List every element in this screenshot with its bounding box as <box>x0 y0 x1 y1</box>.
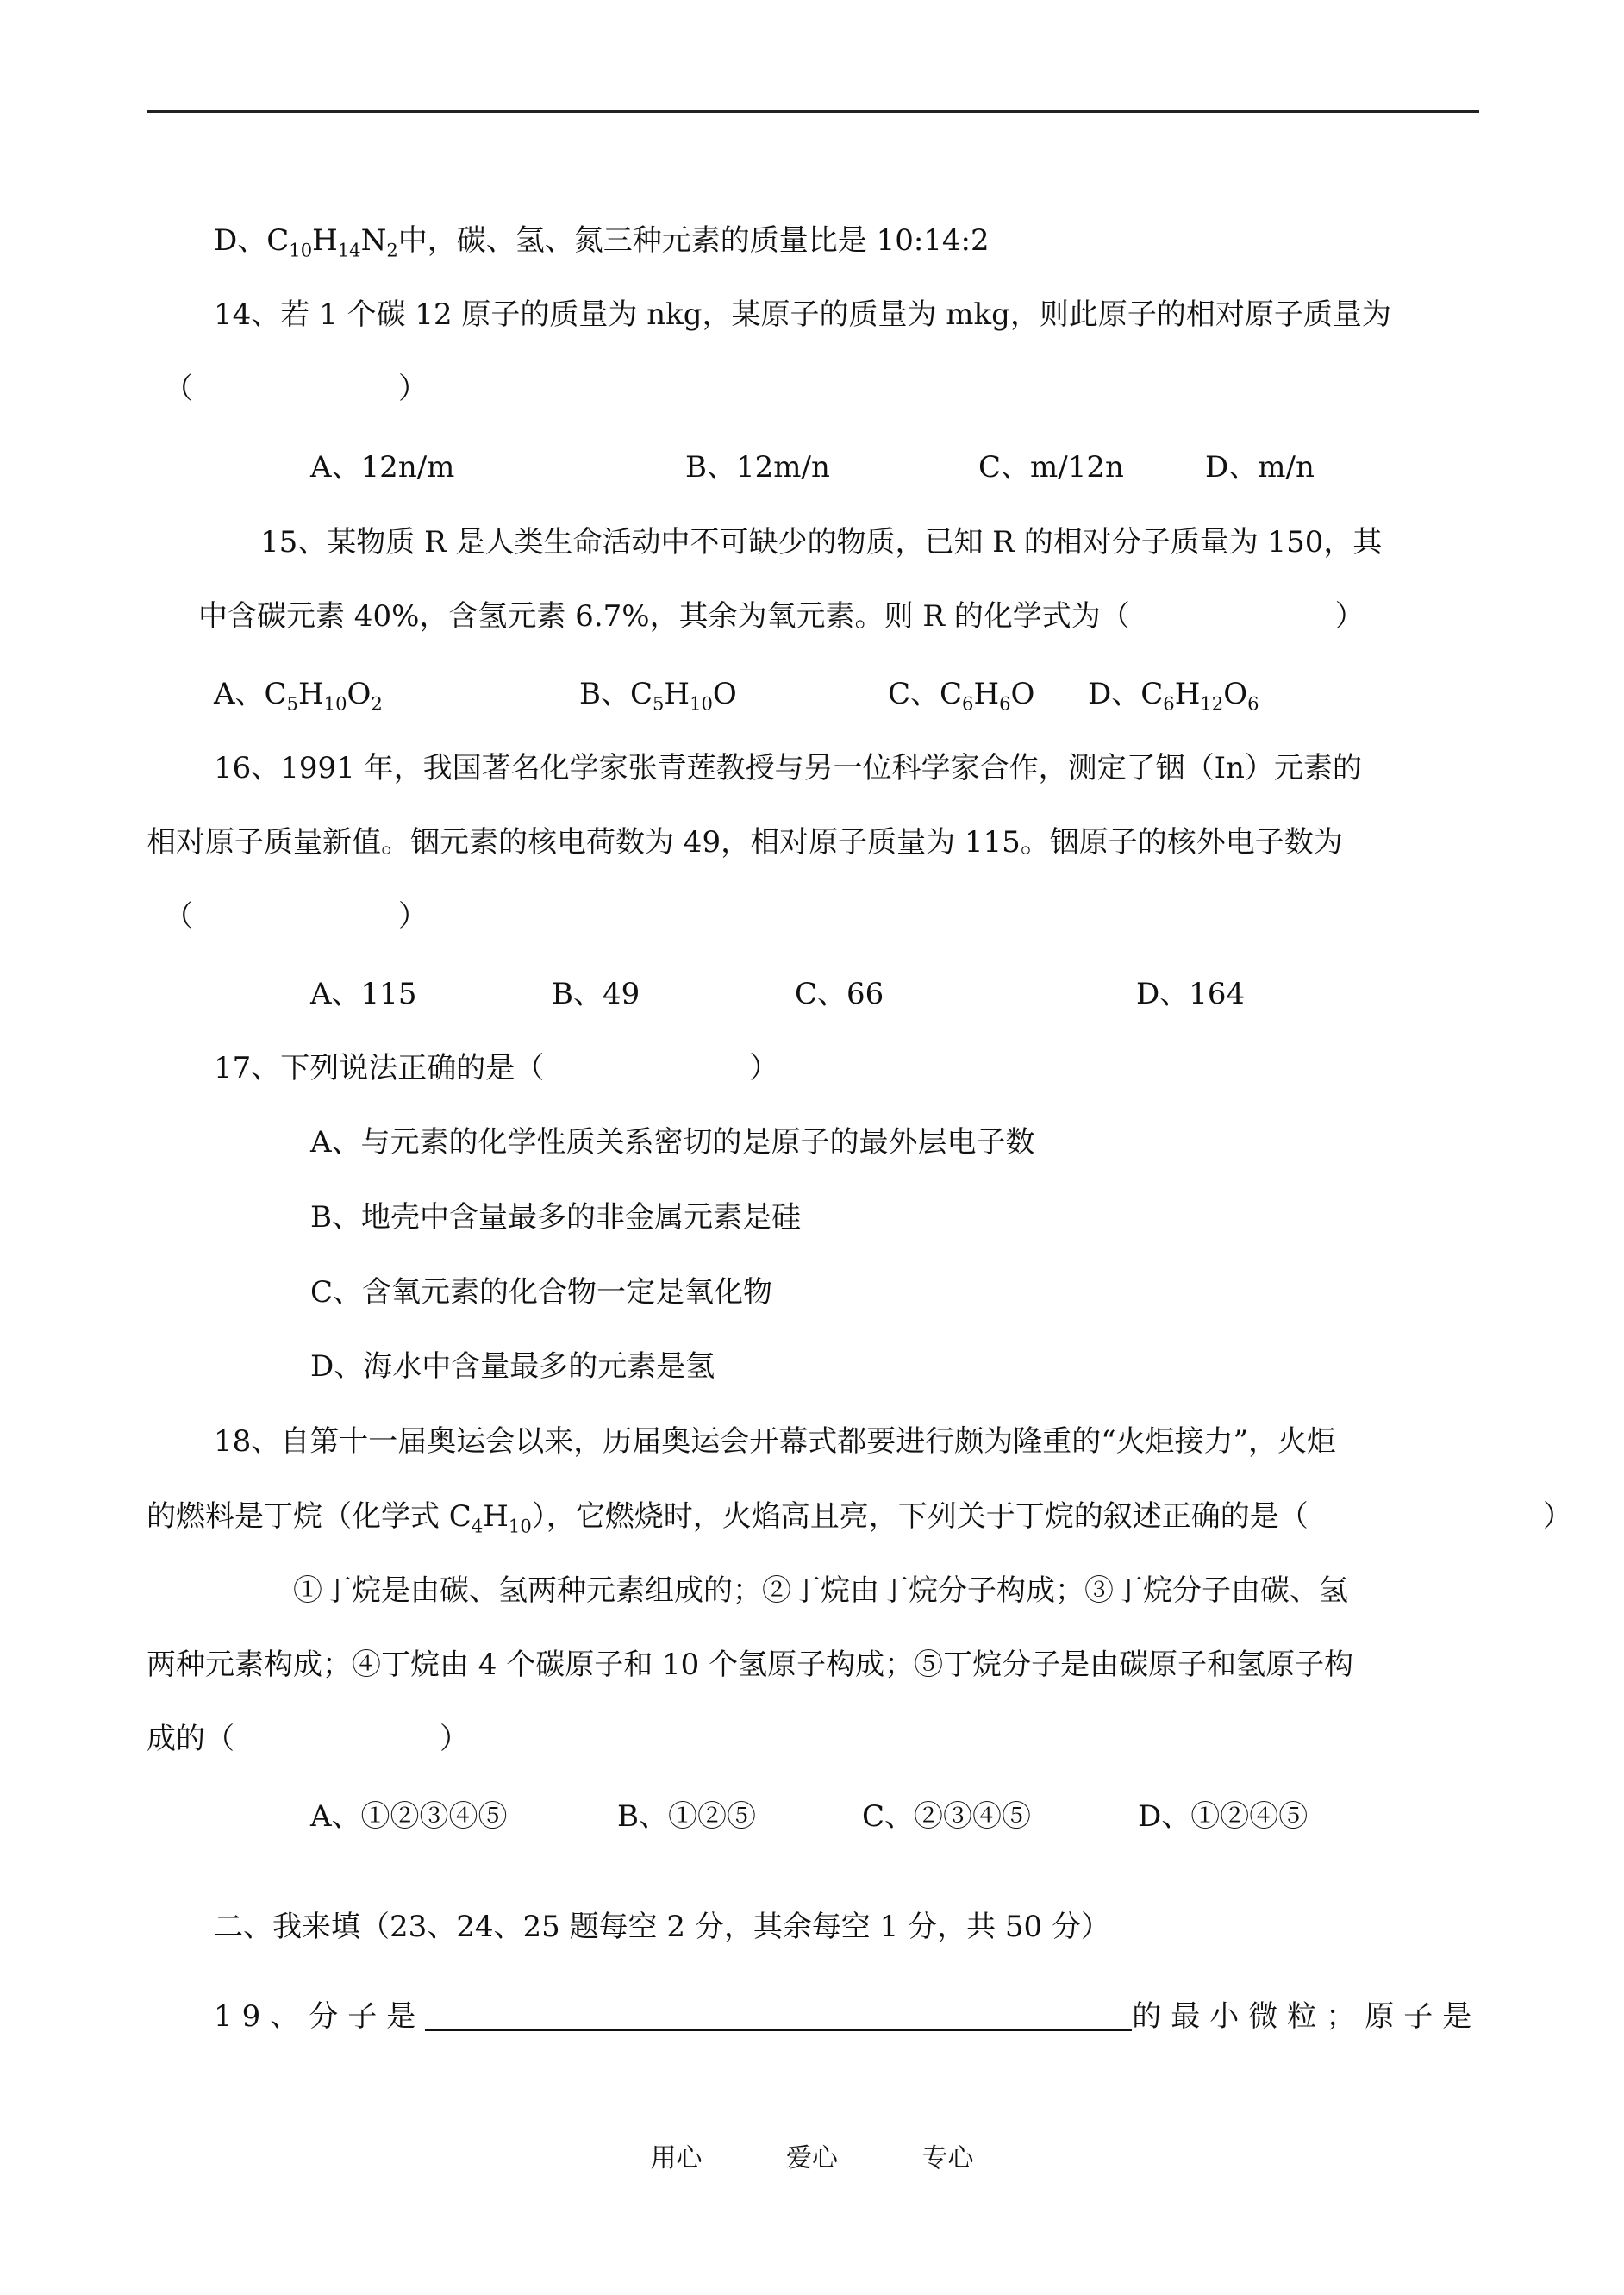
q14-option-c: C、m/12n <box>978 450 1124 485</box>
q14-stem: 14、若 1 个碳 12 原子的质量为 nkg，某原子的质量为 mkg，则此原子的相对原子质量为 <box>214 297 1391 332</box>
page-footer <box>0 2136 1624 2174</box>
q18-statement-1: ①丁烷是由碳、氢两种元素组成的；②丁烷由丁烷分子构成；③丁烷分子由碳、氢 <box>293 1573 1348 1608</box>
footer-word-1: 用心 <box>650 2143 703 2173</box>
q18-stem-2-close: ） <box>1543 1499 1572 1534</box>
footer-word-2: 爱心 <box>786 2143 838 2173</box>
q19-part-a: 19、分子是 <box>214 1999 426 2034</box>
q17-option-b: B、地壳中含量最多的非金属元素是硅 <box>310 1200 801 1235</box>
q19-line <box>214 1999 1482 2034</box>
q14-option-d: D、m/n <box>1205 450 1315 485</box>
q17-option-a: A、与元素的化学性质关系密切的是原子的最外层电子数 <box>310 1125 1035 1160</box>
q13-option-d: D、$C_{10}H_{14}N_2$中，碳、氢、氮三种元素的质量比是 10:14:2 <box>214 223 990 261</box>
q15-stem-2: 中含碳元素 40%，含氢元素 6.7%，其余为氧元素。则 R 的化学式为（ ） <box>198 599 1365 634</box>
q19-blank[interactable] <box>425 2004 1132 2031</box>
q14-paren: （ ） <box>164 372 428 406</box>
q16-option-b: B、49 <box>552 977 640 1011</box>
q17-stem: 17、下列说法正确的是（ ） <box>214 1051 779 1085</box>
footer-word-3: 专心 <box>921 2143 974 2173</box>
q18-option-a: A、①②③④⑤ <box>310 1799 508 1834</box>
q14-option-a: A、12n/m <box>310 450 455 485</box>
q16-option-a: A、115 <box>310 977 417 1011</box>
q15-option-b: B、$C_5H_{10}O$ <box>579 677 737 715</box>
q15-option-d: D、$C_6H_{12}O_6$ <box>1088 677 1259 715</box>
q18-option-d: D、①②④⑤ <box>1138 1799 1309 1834</box>
q16-stem-1: 16、1991 年，我国著名化学家张青莲教授与另一位科学家合作，测定了铟（In）元素的 <box>214 751 1362 785</box>
q16-paren: （ ） <box>164 899 428 934</box>
q18-stem-1: 18、自第十一届奥运会以来，历届奥运会开幕式都要进行颇为隆重的“火炬接力”，火炬 <box>214 1424 1337 1459</box>
q16-option-c: C、66 <box>795 977 884 1011</box>
q18-option-c: C、②③④⑤ <box>862 1799 1032 1834</box>
q18-statement-2: 两种元素构成；④丁烷由 4 个碳原子和 10 个氢原子构成；⑤丁烷分子是由碳原子和氢原子构 <box>147 1648 1354 1682</box>
q18-stem-2: 的燃料是丁烷（化学式 $C_4H_{10}$），它燃烧时，火焰高且亮，下列关于丁烷的叙述正确的是（ <box>147 1499 1309 1537</box>
q17-option-d: D、海水中含量最多的元素是氢 <box>310 1349 715 1384</box>
q17-option-c: C、含氧元素的化合物一定是氧化物 <box>310 1275 773 1310</box>
q19-part-b: 的最小微粒；原子是 <box>1132 1999 1482 2034</box>
q16-option-d: D、164 <box>1136 977 1246 1011</box>
q15-stem-1: 15、某物质 R 是人类生命活动中不可缺少的物质，已知 R 的相对分子质量为 150，其 <box>260 525 1383 560</box>
q15-option-a: A、$C_5H_{10}O_2$ <box>214 677 383 715</box>
section-2-title: 二、我来填（23、24、25 题每空 2 分，其余每空 1 分，共 50 分） <box>214 1910 1110 1944</box>
q18-option-b: B、①②⑤ <box>617 1799 756 1834</box>
q15-option-c: C、$C_6H_6O$ <box>888 677 1035 715</box>
q18-statement-3: 成的（ ） <box>147 1722 469 1756</box>
q16-stem-2: 相对原子质量新值。铟元素的核电荷数为 49，相对原子质量为 115。铟原子的核外电子数为 <box>147 825 1343 860</box>
q14-option-b: B、12m/n <box>685 450 830 485</box>
header-rule <box>147 110 1479 113</box>
